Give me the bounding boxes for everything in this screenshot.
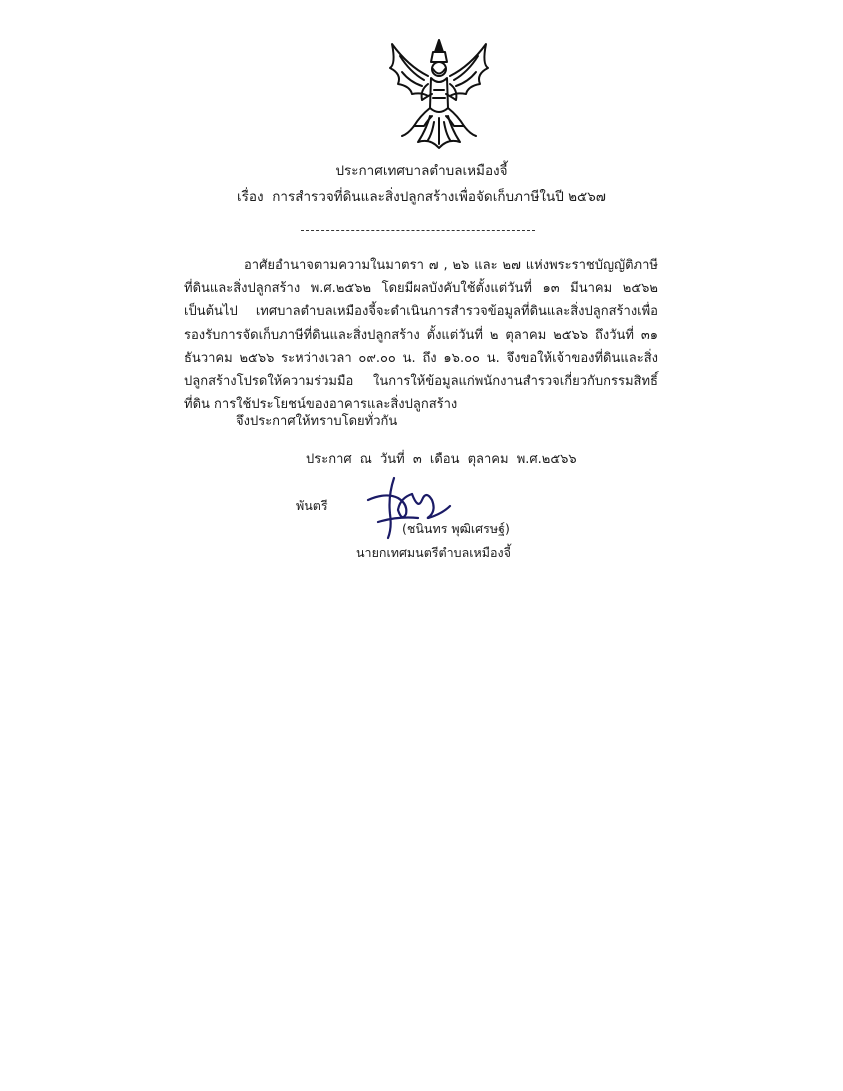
document-title: ประกาศเทศบาลตำบลเหมืองจี้: [335, 163, 508, 179]
announcement-date: ประกาศ ณ วันที่ ๓ เดือน ตุลาคม พ.ศ.๒๕๖๖: [306, 452, 577, 467]
subject-label: เรื่อง: [237, 189, 264, 205]
body-paragraph: [184, 254, 658, 416]
document-heading: [0, 158, 843, 210]
document-subject-line: [0, 184, 843, 210]
signatory-rank: พันตรี: [296, 498, 328, 513]
body-paragraph-text: อาศัยอำนาจตามความในมาตรา ๗ , ๒๖ และ ๒๗ แห่งพระราชบัญญัติภาษีที่ดินและสิ่งปลูกสร้าง พ.ศ.๒๕๖๒ โดยมีผลบังคับใช้ตั้งแต่วันที่ ๑๓ มีนาคม ๒๕๖๒ เป็นต้นไป เทศบาลตำบลเหมืองจี้จะดำเนินการสำรวจข้อมูลที่ดินและสิ่งปลูกสร้างเพื่อรองรับการจัดเก็บภาษีที่ดินและสิ่งปลูกสร้าง ตั้งแต่วันที่ ๒ ตุลาคม ๒๕๖๖ ถึงวันที่ ๓๑ ธันวาคม ๒๕๖๖ ระหว่างเวลา ๐๙.๐๐ น. ถึง ๑๖.๐๐ น. จึงขอให้เจ้าของที่ดินและสิ่งปลูกสร้างโปรดให้ความร่วมมือ ในการให้ข้อมูลแก่พนักงานสำรวจเกี่ยวกับกรรมสิทธิ์ที่ดิน การใช้ประโยชน์ของอาคารและสิ่งปลูกสร้าง: [184, 258, 658, 413]
heading-divider: [301, 230, 535, 231]
garuda-emblem-icon: [384, 38, 494, 150]
announcement-line: จึงประกาศให้ทราบโดยทั่วกัน: [236, 414, 398, 429]
signatory-position: นายกเทศมนตรีตำบลเหมืองจี้: [356, 545, 511, 560]
signatory-name: (ชนินทร พุฒิเศรษฐ์): [402, 521, 510, 536]
subject-text: การสำรวจที่ดินและสิ่งปลูกสร้างเพื่อจัดเก็บภาษีในปี ๒๕๖๗: [272, 189, 606, 205]
